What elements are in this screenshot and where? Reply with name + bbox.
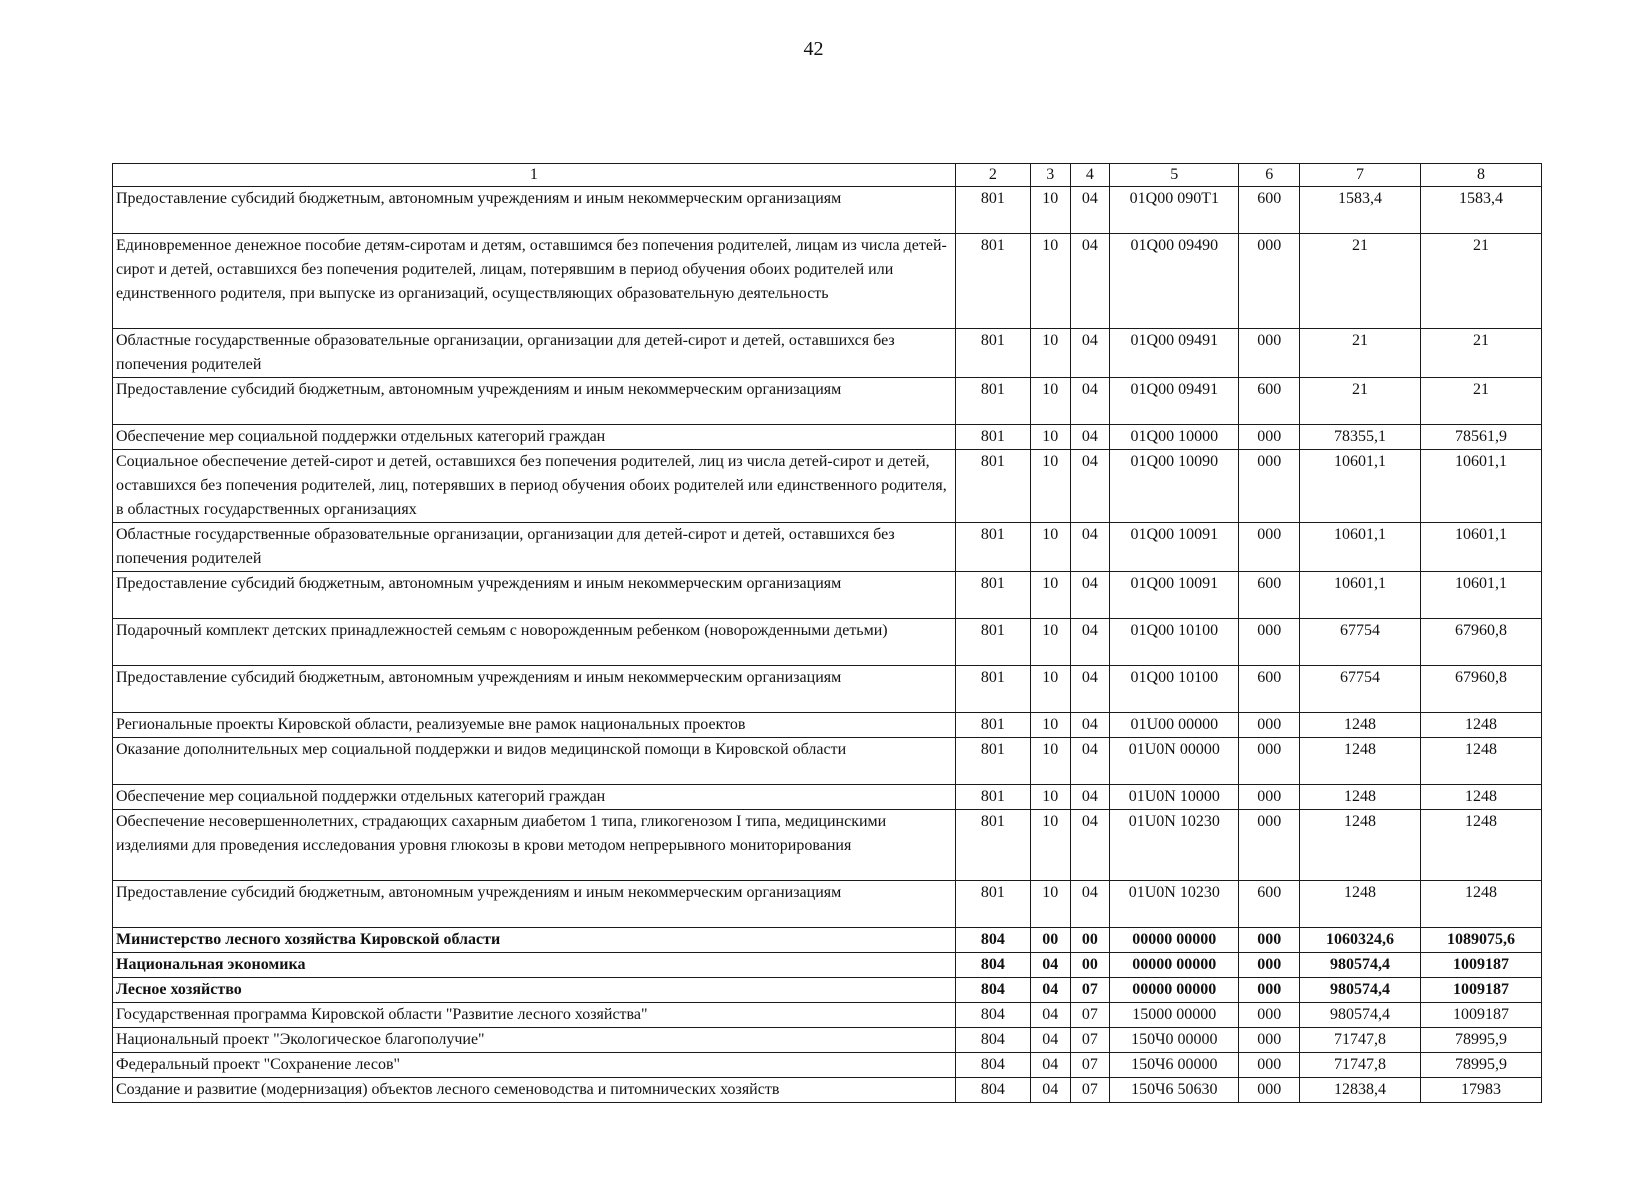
expense-type-cell: 000 <box>1239 928 1299 953</box>
year-2-amount-cell: 78995,9 <box>1420 1053 1541 1078</box>
year-1-amount-cell: 10601,1 <box>1299 523 1420 572</box>
target-article-cell: 150Ч6 50630 <box>1110 1078 1239 1103</box>
row-name-cell: Областные государственные образовательные организации, организации для детей-сирот и детей, оставшихся без попечения родителей <box>113 523 956 572</box>
target-article-cell: 01U0N 10000 <box>1110 785 1239 810</box>
section-cell: 04 <box>1030 1003 1070 1028</box>
subsection-cell: 04 <box>1070 450 1110 523</box>
table-row <box>113 523 1542 572</box>
target-article-cell: 00000 00000 <box>1110 928 1239 953</box>
admin-code-cell: 804 <box>955 1028 1030 1053</box>
year-1-amount-cell: 10601,1 <box>1299 572 1420 619</box>
budget-table <box>112 163 1542 1103</box>
target-article-cell: 01Q00 09490 <box>1110 234 1239 329</box>
admin-code-cell: 804 <box>955 1078 1030 1103</box>
year-2-amount-cell: 10601,1 <box>1420 523 1541 572</box>
table-row <box>113 425 1542 450</box>
year-2-amount-cell: 78561,9 <box>1420 425 1541 450</box>
expense-type-cell: 600 <box>1239 378 1299 425</box>
row-name-cell: Областные государственные образовательные организации, организации для детей-сирот и детей, оставшихся без попечения родителей <box>113 329 956 378</box>
year-1-amount-cell: 1583,4 <box>1299 187 1420 234</box>
year-1-amount-cell: 1248 <box>1299 738 1420 785</box>
table-row <box>113 187 1542 234</box>
subsection-cell: 00 <box>1070 928 1110 953</box>
subsection-cell: 04 <box>1070 666 1110 713</box>
row-name-cell: Оказание дополнительных мер социальной поддержки и видов медицинской помощи в Кировской области <box>113 738 956 785</box>
expense-type-cell: 600 <box>1239 572 1299 619</box>
row-name-cell: Национальный проект "Экологическое благополучие" <box>113 1028 956 1053</box>
subsection-cell: 04 <box>1070 713 1110 738</box>
year-1-amount-cell: 67754 <box>1299 666 1420 713</box>
year-2-amount-cell: 1089075,6 <box>1420 928 1541 953</box>
expense-type-cell: 000 <box>1239 1003 1299 1028</box>
target-article-cell: 150Ч6 00000 <box>1110 1053 1239 1078</box>
expense-type-cell: 000 <box>1239 953 1299 978</box>
col-header-7: 7 <box>1299 164 1420 187</box>
table-row <box>113 1003 1542 1028</box>
table-row <box>113 572 1542 619</box>
section-cell: 10 <box>1030 187 1070 234</box>
row-name-cell: Государственная программа Кировской области "Развитие лесного хозяйства" <box>113 1003 956 1028</box>
subsection-cell: 07 <box>1070 1053 1110 1078</box>
expense-type-cell: 600 <box>1239 881 1299 928</box>
admin-code-cell: 804 <box>955 953 1030 978</box>
subsection-cell: 04 <box>1070 234 1110 329</box>
target-article-cell: 01Q00 10100 <box>1110 619 1239 666</box>
admin-code-cell: 801 <box>955 450 1030 523</box>
row-name-cell: Подарочный комплект детских принадлежностей семьям с новорожденным ребенком (новорожденными детьми) <box>113 619 956 666</box>
col-header-4: 4 <box>1070 164 1110 187</box>
row-name-cell: Предоставление субсидий бюджетным, автономным учреждениям и иным некоммерческим организациям <box>113 881 956 928</box>
target-article-cell: 01U0N 10230 <box>1110 810 1239 881</box>
target-article-cell: 15000 00000 <box>1110 1003 1239 1028</box>
section-cell: 10 <box>1030 619 1070 666</box>
target-article-cell: 01Q00 09491 <box>1110 329 1239 378</box>
page-number: 42 <box>803 38 824 60</box>
admin-code-cell: 801 <box>955 329 1030 378</box>
subsection-cell: 04 <box>1070 810 1110 881</box>
year-1-amount-cell: 1248 <box>1299 881 1420 928</box>
subsection-cell: 07 <box>1070 1003 1110 1028</box>
subsection-cell: 04 <box>1070 187 1110 234</box>
year-2-amount-cell: 1009187 <box>1420 978 1541 1003</box>
year-1-amount-cell: 1248 <box>1299 810 1420 881</box>
expense-type-cell: 000 <box>1239 810 1299 881</box>
year-1-amount-cell: 12838,4 <box>1299 1078 1420 1103</box>
col-header-3: 3 <box>1030 164 1070 187</box>
table-row <box>113 450 1542 523</box>
table-row <box>113 619 1542 666</box>
target-article-cell: 01U0N 00000 <box>1110 738 1239 785</box>
table-row <box>113 810 1542 881</box>
col-header-1: 1 <box>113 164 956 187</box>
subsection-cell: 07 <box>1070 1078 1110 1103</box>
admin-code-cell: 804 <box>955 1003 1030 1028</box>
expense-type-cell: 000 <box>1239 234 1299 329</box>
col-header-5: 5 <box>1110 164 1239 187</box>
admin-code-cell: 801 <box>955 738 1030 785</box>
year-2-amount-cell: 21 <box>1420 329 1541 378</box>
section-cell: 10 <box>1030 378 1070 425</box>
row-name-cell: Региональные проекты Кировской области, реализуемые вне рамок национальных проектов <box>113 713 956 738</box>
admin-code-cell: 804 <box>955 978 1030 1003</box>
target-article-cell: 01Q00 10091 <box>1110 523 1239 572</box>
section-cell: 10 <box>1030 666 1070 713</box>
year-1-amount-cell: 1060324,6 <box>1299 928 1420 953</box>
expense-type-cell: 000 <box>1239 978 1299 1003</box>
expense-type-cell: 000 <box>1239 523 1299 572</box>
admin-code-cell: 801 <box>955 619 1030 666</box>
target-article-cell: 01U0N 10230 <box>1110 881 1239 928</box>
subsection-cell: 07 <box>1070 978 1110 1003</box>
table-row <box>113 1028 1542 1053</box>
year-1-amount-cell: 67754 <box>1299 619 1420 666</box>
target-article-cell: 00000 00000 <box>1110 953 1239 978</box>
year-1-amount-cell: 71747,8 <box>1299 1028 1420 1053</box>
expense-type-cell: 000 <box>1239 785 1299 810</box>
admin-code-cell: 801 <box>955 425 1030 450</box>
year-1-amount-cell: 71747,8 <box>1299 1053 1420 1078</box>
table-body <box>113 187 1542 1103</box>
section-cell: 10 <box>1030 234 1070 329</box>
expense-type-cell: 000 <box>1239 738 1299 785</box>
subsection-cell: 00 <box>1070 953 1110 978</box>
year-2-amount-cell: 1248 <box>1420 738 1541 785</box>
year-2-amount-cell: 1009187 <box>1420 1003 1541 1028</box>
row-name-cell: Обеспечение мер социальной поддержки отдельных категорий граждан <box>113 785 956 810</box>
subsection-cell: 04 <box>1070 738 1110 785</box>
year-1-amount-cell: 21 <box>1299 378 1420 425</box>
year-1-amount-cell: 10601,1 <box>1299 450 1420 523</box>
target-article-cell: 01Q00 10100 <box>1110 666 1239 713</box>
target-article-cell: 00000 00000 <box>1110 978 1239 1003</box>
row-name-cell: Предоставление субсидий бюджетным, автономным учреждениям и иным некоммерческим организациям <box>113 187 956 234</box>
table-header-row <box>113 164 1542 187</box>
row-name-cell: Обеспечение мер социальной поддержки отдельных категорий граждан <box>113 425 956 450</box>
admin-code-cell: 801 <box>955 666 1030 713</box>
col-header-6: 6 <box>1239 164 1299 187</box>
subsection-cell: 04 <box>1070 785 1110 810</box>
row-name-cell: Предоставление субсидий бюджетным, автономным учреждениям и иным некоммерческим организациям <box>113 378 956 425</box>
year-2-amount-cell: 1248 <box>1420 785 1541 810</box>
admin-code-cell: 801 <box>955 881 1030 928</box>
admin-code-cell: 801 <box>955 234 1030 329</box>
year-2-amount-cell: 1009187 <box>1420 953 1541 978</box>
expense-type-cell: 000 <box>1239 450 1299 523</box>
table-row <box>113 1053 1542 1078</box>
col-header-8: 8 <box>1420 164 1541 187</box>
admin-code-cell: 804 <box>955 1053 1030 1078</box>
row-name-cell: Министерство лесного хозяйства Кировской области <box>113 928 956 953</box>
year-2-amount-cell: 1583,4 <box>1420 187 1541 234</box>
table-row <box>113 1078 1542 1103</box>
subsection-cell: 04 <box>1070 329 1110 378</box>
row-name-cell: Социальное обеспечение детей-сирот и детей, оставшихся без попечения родителей, лиц из числа детей-сирот и детей, оставшихся без попечения родителей, лиц, потерявших в период обучения обоих родителей или единственного родителя, в областных государственных организациях <box>113 450 956 523</box>
expense-type-cell: 600 <box>1239 666 1299 713</box>
section-cell: 10 <box>1030 738 1070 785</box>
section-cell: 10 <box>1030 329 1070 378</box>
year-2-amount-cell: 10601,1 <box>1420 572 1541 619</box>
year-2-amount-cell: 1248 <box>1420 881 1541 928</box>
section-cell: 10 <box>1030 810 1070 881</box>
section-cell: 10 <box>1030 713 1070 738</box>
admin-code-cell: 801 <box>955 713 1030 738</box>
table-row <box>113 234 1542 329</box>
expense-type-cell: 000 <box>1239 1078 1299 1103</box>
row-name-cell: Предоставление субсидий бюджетным, автономным учреждениям и иным некоммерческим организациям <box>113 572 956 619</box>
year-2-amount-cell: 17983 <box>1420 1078 1541 1103</box>
expense-type-cell: 600 <box>1239 187 1299 234</box>
section-cell: 04 <box>1030 1078 1070 1103</box>
subsection-cell: 04 <box>1070 378 1110 425</box>
target-article-cell: 01Q00 10091 <box>1110 572 1239 619</box>
row-name-cell: Федеральный проект "Сохранение лесов" <box>113 1053 956 1078</box>
row-name-cell: Национальная экономика <box>113 953 956 978</box>
table-row <box>113 713 1542 738</box>
year-2-amount-cell: 21 <box>1420 378 1541 425</box>
row-name-cell: Лесное хозяйство <box>113 978 956 1003</box>
year-2-amount-cell: 78995,9 <box>1420 1028 1541 1053</box>
year-2-amount-cell: 67960,8 <box>1420 619 1541 666</box>
table-row <box>113 978 1542 1003</box>
table-row <box>113 666 1542 713</box>
year-1-amount-cell: 980574,4 <box>1299 1003 1420 1028</box>
table-row <box>113 953 1542 978</box>
expense-type-cell: 000 <box>1239 1028 1299 1053</box>
admin-code-cell: 801 <box>955 810 1030 881</box>
section-cell: 10 <box>1030 881 1070 928</box>
subsection-cell: 04 <box>1070 619 1110 666</box>
year-1-amount-cell: 1248 <box>1299 713 1420 738</box>
admin-code-cell: 801 <box>955 785 1030 810</box>
section-cell: 04 <box>1030 978 1070 1003</box>
table-row <box>113 881 1542 928</box>
expense-type-cell: 000 <box>1239 1053 1299 1078</box>
row-name-cell: Создание и развитие (модернизация) объектов лесного семеноводства и питомнических хозяйств <box>113 1078 956 1103</box>
section-cell: 00 <box>1030 928 1070 953</box>
expense-type-cell: 000 <box>1239 425 1299 450</box>
year-1-amount-cell: 980574,4 <box>1299 953 1420 978</box>
admin-code-cell: 801 <box>955 378 1030 425</box>
admin-code-cell: 801 <box>955 523 1030 572</box>
section-cell: 10 <box>1030 523 1070 572</box>
subsection-cell: 04 <box>1070 425 1110 450</box>
section-cell: 10 <box>1030 450 1070 523</box>
target-article-cell: 01Q00 10000 <box>1110 425 1239 450</box>
expense-type-cell: 000 <box>1239 619 1299 666</box>
year-2-amount-cell: 1248 <box>1420 713 1541 738</box>
section-cell: 10 <box>1030 785 1070 810</box>
section-cell: 10 <box>1030 572 1070 619</box>
year-2-amount-cell: 10601,1 <box>1420 450 1541 523</box>
target-article-cell: 01U00 00000 <box>1110 713 1239 738</box>
expense-type-cell: 000 <box>1239 329 1299 378</box>
table-row <box>113 738 1542 785</box>
table-row <box>113 378 1542 425</box>
section-cell: 04 <box>1030 1053 1070 1078</box>
table-row <box>113 785 1542 810</box>
year-2-amount-cell: 21 <box>1420 234 1541 329</box>
year-2-amount-cell: 67960,8 <box>1420 666 1541 713</box>
table-row <box>113 329 1542 378</box>
row-name-cell: Предоставление субсидий бюджетным, автономным учреждениям и иным некоммерческим организациям <box>113 666 956 713</box>
section-cell: 10 <box>1030 425 1070 450</box>
admin-code-cell: 801 <box>955 187 1030 234</box>
target-article-cell: 150Ч0 00000 <box>1110 1028 1239 1053</box>
subsection-cell: 04 <box>1070 572 1110 619</box>
year-1-amount-cell: 980574,4 <box>1299 978 1420 1003</box>
admin-code-cell: 801 <box>955 572 1030 619</box>
section-cell: 04 <box>1030 1028 1070 1053</box>
expense-type-cell: 000 <box>1239 713 1299 738</box>
year-1-amount-cell: 1248 <box>1299 785 1420 810</box>
year-1-amount-cell: 78355,1 <box>1299 425 1420 450</box>
row-name-cell: Единовременное денежное пособие детям-сиротам и детям, оставшимся без попечения родителей, лицам из числа детей-сирот и детей, оставшихся без попечения родителей, лицам, потерявшим в период обучения обоих родителей или единственного родителя, при выпуске из организаций, осуществляющих образовательную деятельность <box>113 234 956 329</box>
year-1-amount-cell: 21 <box>1299 234 1420 329</box>
year-1-amount-cell: 21 <box>1299 329 1420 378</box>
target-article-cell: 01Q00 10090 <box>1110 450 1239 523</box>
col-header-2: 2 <box>955 164 1030 187</box>
target-article-cell: 01Q00 090T1 <box>1110 187 1239 234</box>
subsection-cell: 07 <box>1070 1028 1110 1053</box>
row-name-cell: Обеспечение несовершеннолетних, страдающих сахарным диабетом 1 типа, гликогенозом I типа, медицинскими изделиями для проведения исследования уровня глюкозы в крови методом непрерывного мониторирования <box>113 810 956 881</box>
section-cell: 04 <box>1030 953 1070 978</box>
table-row <box>113 928 1542 953</box>
year-2-amount-cell: 1248 <box>1420 810 1541 881</box>
subsection-cell: 04 <box>1070 523 1110 572</box>
subsection-cell: 04 <box>1070 881 1110 928</box>
target-article-cell: 01Q00 09491 <box>1110 378 1239 425</box>
admin-code-cell: 804 <box>955 928 1030 953</box>
